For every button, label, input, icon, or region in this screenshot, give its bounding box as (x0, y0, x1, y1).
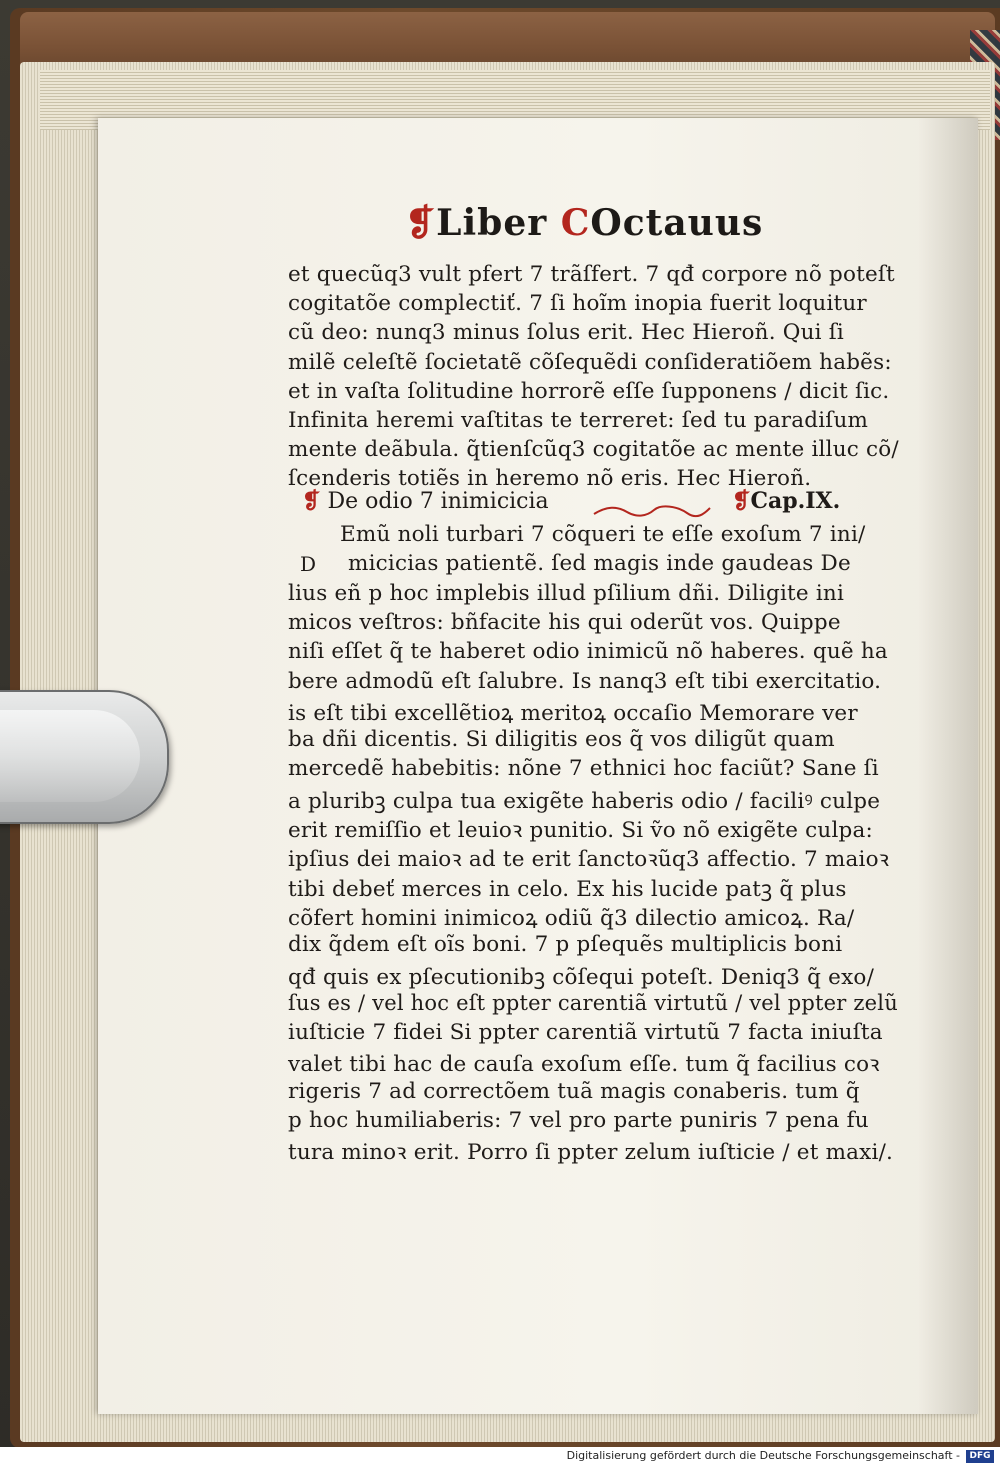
text-line: bere admodũ eſt ſalubre. Is nanq3 eſt tibi exercitatio. (288, 668, 882, 694)
clasp-highlight (0, 710, 140, 802)
text-line: tibi debeť merces in celo. Ex his lucide patꝫ q̃ plus (288, 876, 847, 902)
text-line: cogitatõe complectiť. 7 ſi hoĩm inopia fuerit loquitur (288, 291, 867, 317)
rubric-mark: ❡ (405, 202, 437, 244)
text-line: et in vaſta ſolitudine horrorẽ eſſe ſupponens / dicit ſic. (288, 378, 890, 404)
text-line: lius eñ p hoc implebis illud pſilium dñi. Diligite ini (288, 580, 845, 606)
text-line: is eſt tibi excellẽtioꝝ meritoꝝ occaſio Memorare ver (288, 700, 858, 726)
text-line: tura minoꝛ erit. Porro ſi ppter zelum iuſticie / et maxi/. (288, 1140, 894, 1166)
text-line: ſcenderis totiẽs in heremo nõ eris. Hec Hieroñ. (288, 466, 812, 492)
footer-credit: Digitalisierung gefördert durch die Deutsche Forschungsgemeinschaft - (566, 1449, 960, 1462)
text-line: cũ deo: nunq3 minus ſolus erit. Hec Hieroñ. Qui ſi (288, 320, 845, 346)
running-head-part2: Octauus (590, 202, 764, 244)
gutter-shadow (918, 118, 978, 1414)
footer-bar (0, 1447, 1000, 1466)
dfg-logo: DFG (966, 1450, 994, 1463)
text-line: mente deãbula. q̃tienſcũq3 cogitatõe ac mente illuc cõ/ (288, 437, 899, 463)
metal-clasp (0, 690, 169, 824)
chapter-heading (302, 488, 882, 522)
rubric-flourish (592, 504, 712, 518)
text-line: micicias patientẽ. ſed magis inde gaudeas De (348, 551, 851, 577)
text-line: cõfert homini inimicoꝝ odiũ q̃3 dilectio amicoꝝ. Ra/ (288, 905, 855, 931)
text-line: niſi eſſet q̃ te haberet odio inimicũ nõ haberes. quẽ ha (288, 639, 888, 665)
text-line: Emũ noli turbari 7 cõqueri te eſſe exoſum 7 ini/ (340, 522, 866, 547)
text-line: Infinita heremi vaſtitas te terreret: ſed tu paradiſum (288, 408, 869, 433)
running-head-part1: Liber (436, 202, 548, 244)
chapter-number: ❡Cap.IX. (732, 488, 841, 514)
running-head (405, 202, 765, 262)
text-line: micos veſtros: bñfacite his qui oderũt vos. Quippe (288, 609, 841, 635)
text-line: milẽ celeſtẽ ſocietatẽ cõſequẽdi conſideratiõem habẽs: (288, 349, 892, 375)
text-line: a pluribꝫ culpa tua exigẽte haberis odio / faciliꝰ culpe (288, 788, 881, 814)
text-line: iuſticie 7 fidei Si ppter carentiã virtutũ 7 facta iniuſta (288, 1020, 883, 1046)
text-line: valet tibi hac de cauſa exoſum eſſe. tum q̃ facilius coꝛ (288, 1052, 880, 1078)
text-line: ba dñi dicentis. Si diligitis eos q̃ vos diligũt quam (288, 727, 835, 753)
text-line: qđ quis ex pſecutionibꝫ cõſequi poteſt. Deniq3 q̃ exo/ (288, 964, 875, 990)
pilcrow-icon: ❡ (302, 488, 321, 514)
text-line: dix q̃dem eſt oĩs boni. 7 p pſequẽs multiplicis boni (288, 932, 843, 958)
rubric-mark: C (560, 202, 591, 244)
text-line: ipſius dei maioꝛ ad te erit ſanctoꝛũq3 affectio. 7 maioꝛ (288, 847, 890, 873)
text-line: et quecũq3 vult pfert 7 trãſfert. 7 qđ corpore nõ poteſt (288, 262, 895, 287)
chapter-title: De odio 7 inimicicia (327, 489, 549, 514)
text-line: p hoc humiliaberis: 7 vel pro parte puniris 7 pena fu (288, 1108, 869, 1133)
guide-letter: D (300, 552, 317, 576)
text-line: mercedẽ habebitis: nõne 7 ethnici hoc faciũt? Sane ſi (288, 756, 879, 782)
text-line: ſus es / vel hoc eſt ppter carentiã virtutũ / vel ppter zelũ (288, 990, 898, 1015)
text-line: erit remiſſio et leuioꝛ punitio. Si ṽo nõ exigẽte culpa: (288, 818, 873, 843)
text-line: rigeris 7 ad correctõem tuã magis conaberis. tum q̃ (288, 1078, 860, 1104)
